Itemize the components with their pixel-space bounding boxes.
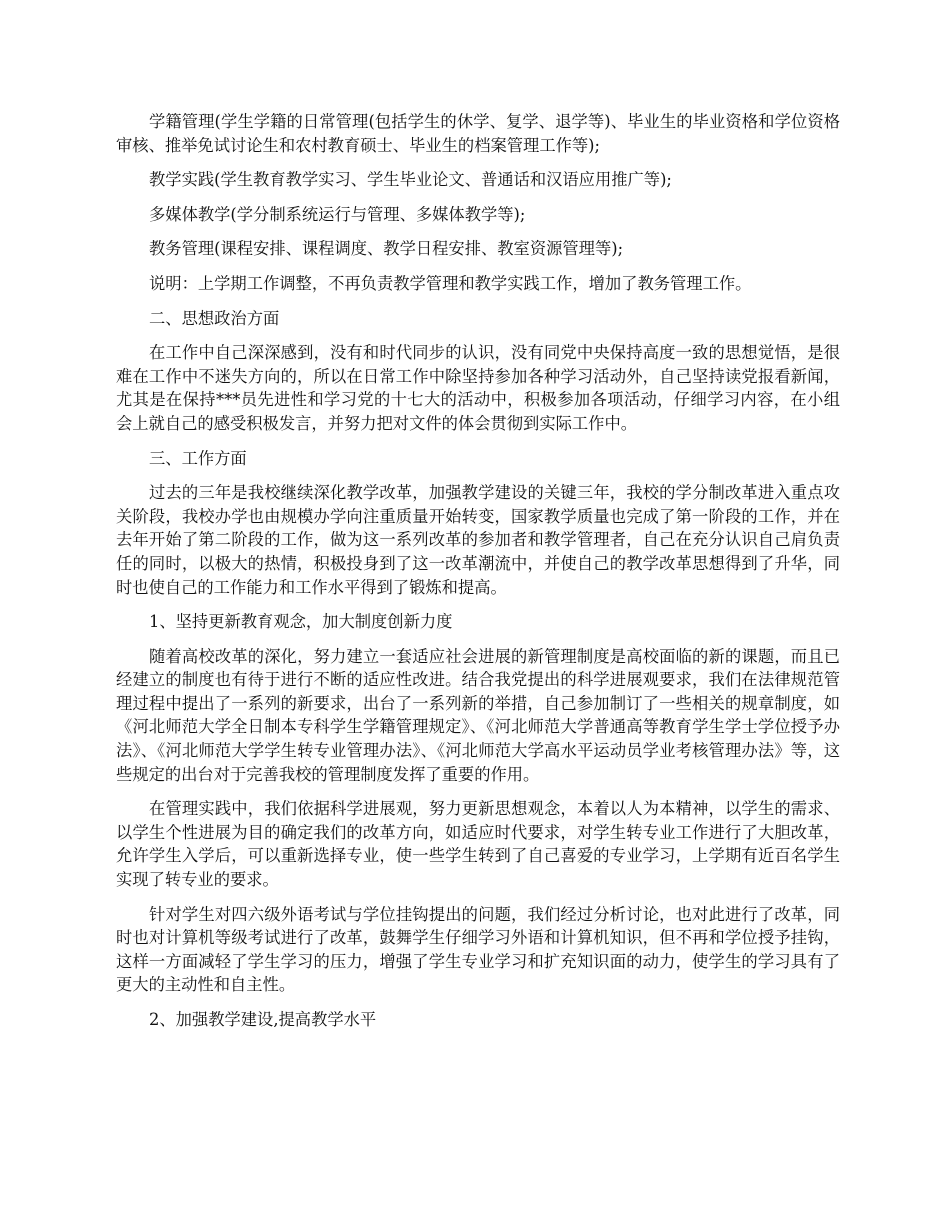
paragraph-teaching-practice: 教学实践(学生教育教学实习、学生毕业论文、普通话和汉语应用推广等); xyxy=(149,170,672,190)
paragraph-management-practice: 在管理实践中，我们依据科学进展观，努力更新思想观念，本着以人为本精神，以学生的需求、以学生个性进展为目的确定我们的改革方向，如适应时代要求，对学生转专业工作进行了大胆改革，允许学生入学后，可以重新选择专业，使一些学生转到了自己喜爱的专业学习，上学期有近百名学生实现了转专业的要求。 xyxy=(116,799,840,890)
paragraph-multimedia: 多媒体教学(学分制系统运行与管理、多媒体教学等); xyxy=(149,204,526,224)
paragraph-student-status: 学籍管理(学生学籍的日常管理(包括学生的休学、复学、退学等)、毕业生的毕业资格和学位资格审核、推举免试讨论生和农村教育硕士、毕业生的档案管理工作等); xyxy=(116,112,840,155)
paragraph-ideology: 在工作中自己深深感到，没有和时代同步的认识，没有同党中央保持高度一致的思想觉悟，是很难在工作中不迷失方向的，所以在日常工作中除坚持参加各种学习活动外，自己坚持读党报看新闻，尤其是在保持***员先进性和学习党的十七大的活动中，积极参加各项活动，仔细学习内容，在小组会上就自己的感受积极发言，并努力把对文件的体会贯彻到实际工作中。 xyxy=(116,343,840,433)
paragraph-academic-affairs: 教务管理(课程安排、课程调度、教学日程安排、教室资源管理等); xyxy=(149,239,624,259)
section-heading-ideology: 二、思想政治方面 xyxy=(149,308,280,328)
subheading-concept-update: 1、坚持更新教育观念，加大制度创新力度 xyxy=(149,612,453,632)
paragraph-exam-reform: 针对学生对四六级外语考试与学位挂钩提出的问题，我们经过分析讨论，也对此进行了改革，同时也对计算机等级考试进行了改革，鼓舞学生仔细学习外语和计算机知识，但不再和学位授予挂钩，这样一方面减轻了学生学习的压力，增强了学生专业学习和扩充知识面的动力，使学生的学习具有了更大的主动性和自主性。 xyxy=(116,904,840,995)
subheading-teaching-construction: 2、加强教学建设,提高教学水平 xyxy=(149,1010,377,1029)
paragraph-institution-innovation: 随着高校改革的深化，努力建立一套适应社会进展的新管理制度是高校面临的新的课题，而且已经建立的制度也有待于进行不断的适应性改进。结合我党提出的科学进展观要求，我们在法律规范管理过程中提出了一系列的新要求，出台了一系列新的举措，自己参加制订了一些相关的规章制度，如《河北师范大学全日制本专科学生学籍管理规定》、《河北师范大学普通高等教育学生学士学位授予办法》、《河北师范大学学生转专业管理办法》、《河北师范大学高水平运动员学业考核管理办法》等，这些规定的出台对于完善我校的管理制度发挥了重要的作用。 xyxy=(116,646,840,784)
document-body xyxy=(116,110,840,1043)
paragraph-note: 说明：上学期工作调整，不再负责教学管理和教学实践工作，增加了教务管理工作。 xyxy=(149,273,752,293)
section-heading-work: 三、工作方面 xyxy=(149,448,247,468)
paragraph-work-overview: 过去的三年是我校继续深化教学改革，加强教学建设的关键三年，我校的学分制改革进入重点攻关阶段，我校办学也由规模办学向注重质量开始转变，国家教学质量也完成了第一阶段的工作，并在去年开始了第二阶段的工作，做为这一系列改革的参加者和教学管理者，自己在充分认识自己肩负责任的同时，以极大的热情，积极投身到了这一改革潮流中，并使自己的教学改革思想得到了升华，同时也使自己的工作能力和工作水平得到了锻炼和提高。 xyxy=(116,483,840,597)
